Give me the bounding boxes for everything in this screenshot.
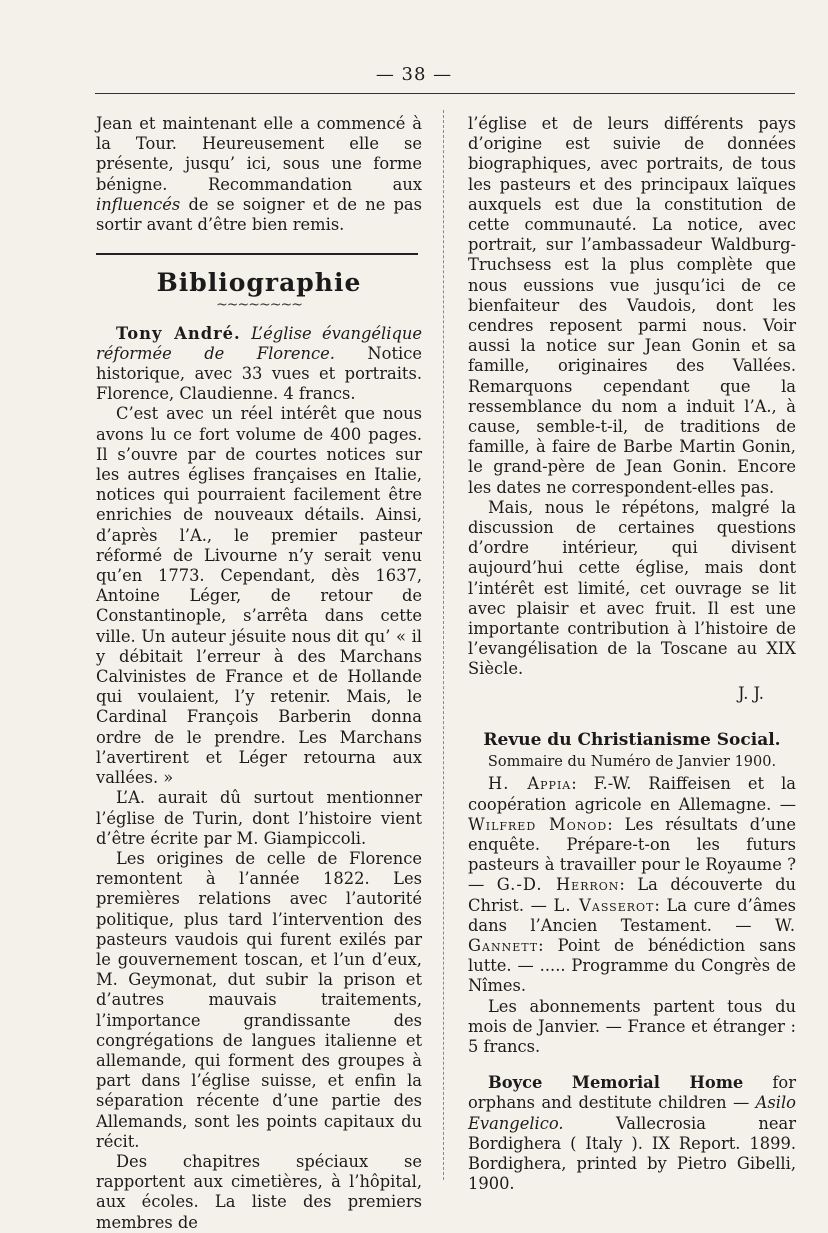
- subscription-note: Les abonnements partent tous du mois de Janvier. — France et étranger : 5 francs.: [468, 996, 796, 1056]
- boyce-entry: Boyce Memorial Home for orphans and destitute children — Asilo Evangelico. Vallecrosia near Bordighera ( Italy ). IX Report. 1899. Bordighera, printed by Pietro Gibelli, 1900.: [468, 1073, 796, 1194]
- left-column: [96, 114, 422, 1233]
- column-divider: [443, 110, 444, 1180]
- signature: J. J.: [737, 683, 764, 703]
- paragraph: L’A. aurait dû surtout mentionner l’église de Turin, dont l’histoire vient d’être écrite par M. Giampiccoli.: [96, 788, 422, 848]
- review-summary: H. Appia: F.-W. Raiffeisen et la coopération agricole en Allemagne. — Wilfred Monod: Les résultats d’une enquête. Prépare-t-on les futurs pasteurs à travailler pour le Royaume ? — G.-D. Herron: La découverte du Christ. — L. Vasserot: La cure d’âmes dans l’Ancien Testament. — W. Gannett: Point de bénédiction sans lutte. — ..... Programme du Congrès de Nîmes.: [468, 774, 796, 996]
- section-title: Bibliographie: [156, 268, 362, 298]
- right-column: [468, 114, 796, 1194]
- paragraph: Les origines de celle de Florence remontent à l’année 1822. Les premières relations avec l’autorité politique, plus tard l’intervention des pasteurs vaudois qui furent exilés par le gouvernement toscan, et l’un d’eux, M. Geymonat, dut subir la prison et d’autres mauvais traitements, l’importance grandissante des congrégations de langues italienne et allemande, qui forment des groupes à part dans l’église suisse, et enfin la séparation récente d’une partie des Allemands, sont les points capitaux du récit.: [96, 848, 422, 1151]
- paragraph: Mais, nous le répétons, malgré la discussion de certaines questions d’ordre intérieur, qui divisent aujourd’hui cette église, mais dont l’intérêt est limité, cet ouvrage se lit avec plaisir et avec fruit. Il est une importante contribution à l’histoire de l’evangélisation de la Toscane au XIX Siècle.: [468, 497, 796, 679]
- intro-paragraph: Jean et maintenant elle a commencé à la Tour. Heureusement elle se présente, jusqu’ ici, sous une forme bénigne. Recommandation aux influencés de se soigner et de ne pas sortir avant d’être bien remis.: [96, 114, 422, 235]
- page-number: — 38 —: [375, 64, 453, 85]
- paragraph: C’est avec un réel intérêt que nous avons lu ce fort volume de 400 pages. Il s’ouvre par de courtes notices sur les autres églises françaises en Italie, notices qui pourraient facilement être enrichies de nouveaux détails. Ainsi, d’après l’A., le premier pasteur réformé de Livourne n’y serait venu qu’en 1773. Cependant, dès 1637, Antoine Léger, de retour de Constantinople, s’arrêta dans cette ville. Un auteur jésuite nous dit qu’ « il y débitait l’erreur à des Marchans Calvinistes de France et de Hollande qui voulaient, l’y retenir. Mais, le Cardinal François Barberin donna ordre de le prendre. Les Marchans l’avertirent et Léger retourna aux vallées. »: [96, 404, 422, 788]
- paragraph: l’église et de leurs différents pays d’origine est suivie de données biographiques, avec portraits, de tous les pasteurs et des principaux laïques auxquels est due la constitution de cette communauté. La notice, avec portrait, sur l’ambassadeur Waldburg-Truchsess est la plus complète que nous eussions vue jusqu’ici de ce bienfaiteur des Vaudois, dont les cendres reposent parmi nous. Voir aussi la notice sur Jean Gonin et sa famille, originaires des Vallées. Remarquons cependant que la ressemblance du nom a induit l’A., à cause, semble-t-il, de traditions de famille, à faire de Barbe Martin Gonin, le grand-père de Jean Gonin. Encore les dates ne correspondent-elles pas.: [468, 114, 796, 497]
- flourish-ornament: ~~~~~~~~: [216, 297, 302, 314]
- review-subtitle: Sommaire du Numéro de Janvier 1900.: [487, 754, 777, 771]
- review-title: Revue du Christianisme Social.: [483, 729, 781, 750]
- paragraph: Des chapitres spéciaux se rapportent aux cimetières, à l’hôpital, aux écoles. La liste des premiers membres de: [96, 1151, 422, 1232]
- header-rule: [95, 93, 795, 94]
- bibliography-entry: Tony André. L’église évangélique réformée de Florence. Notice historique, avec 33 vues et portraits. Florence, Claudienne. 4 francs.: [96, 323, 422, 404]
- section-rule: [96, 253, 418, 255]
